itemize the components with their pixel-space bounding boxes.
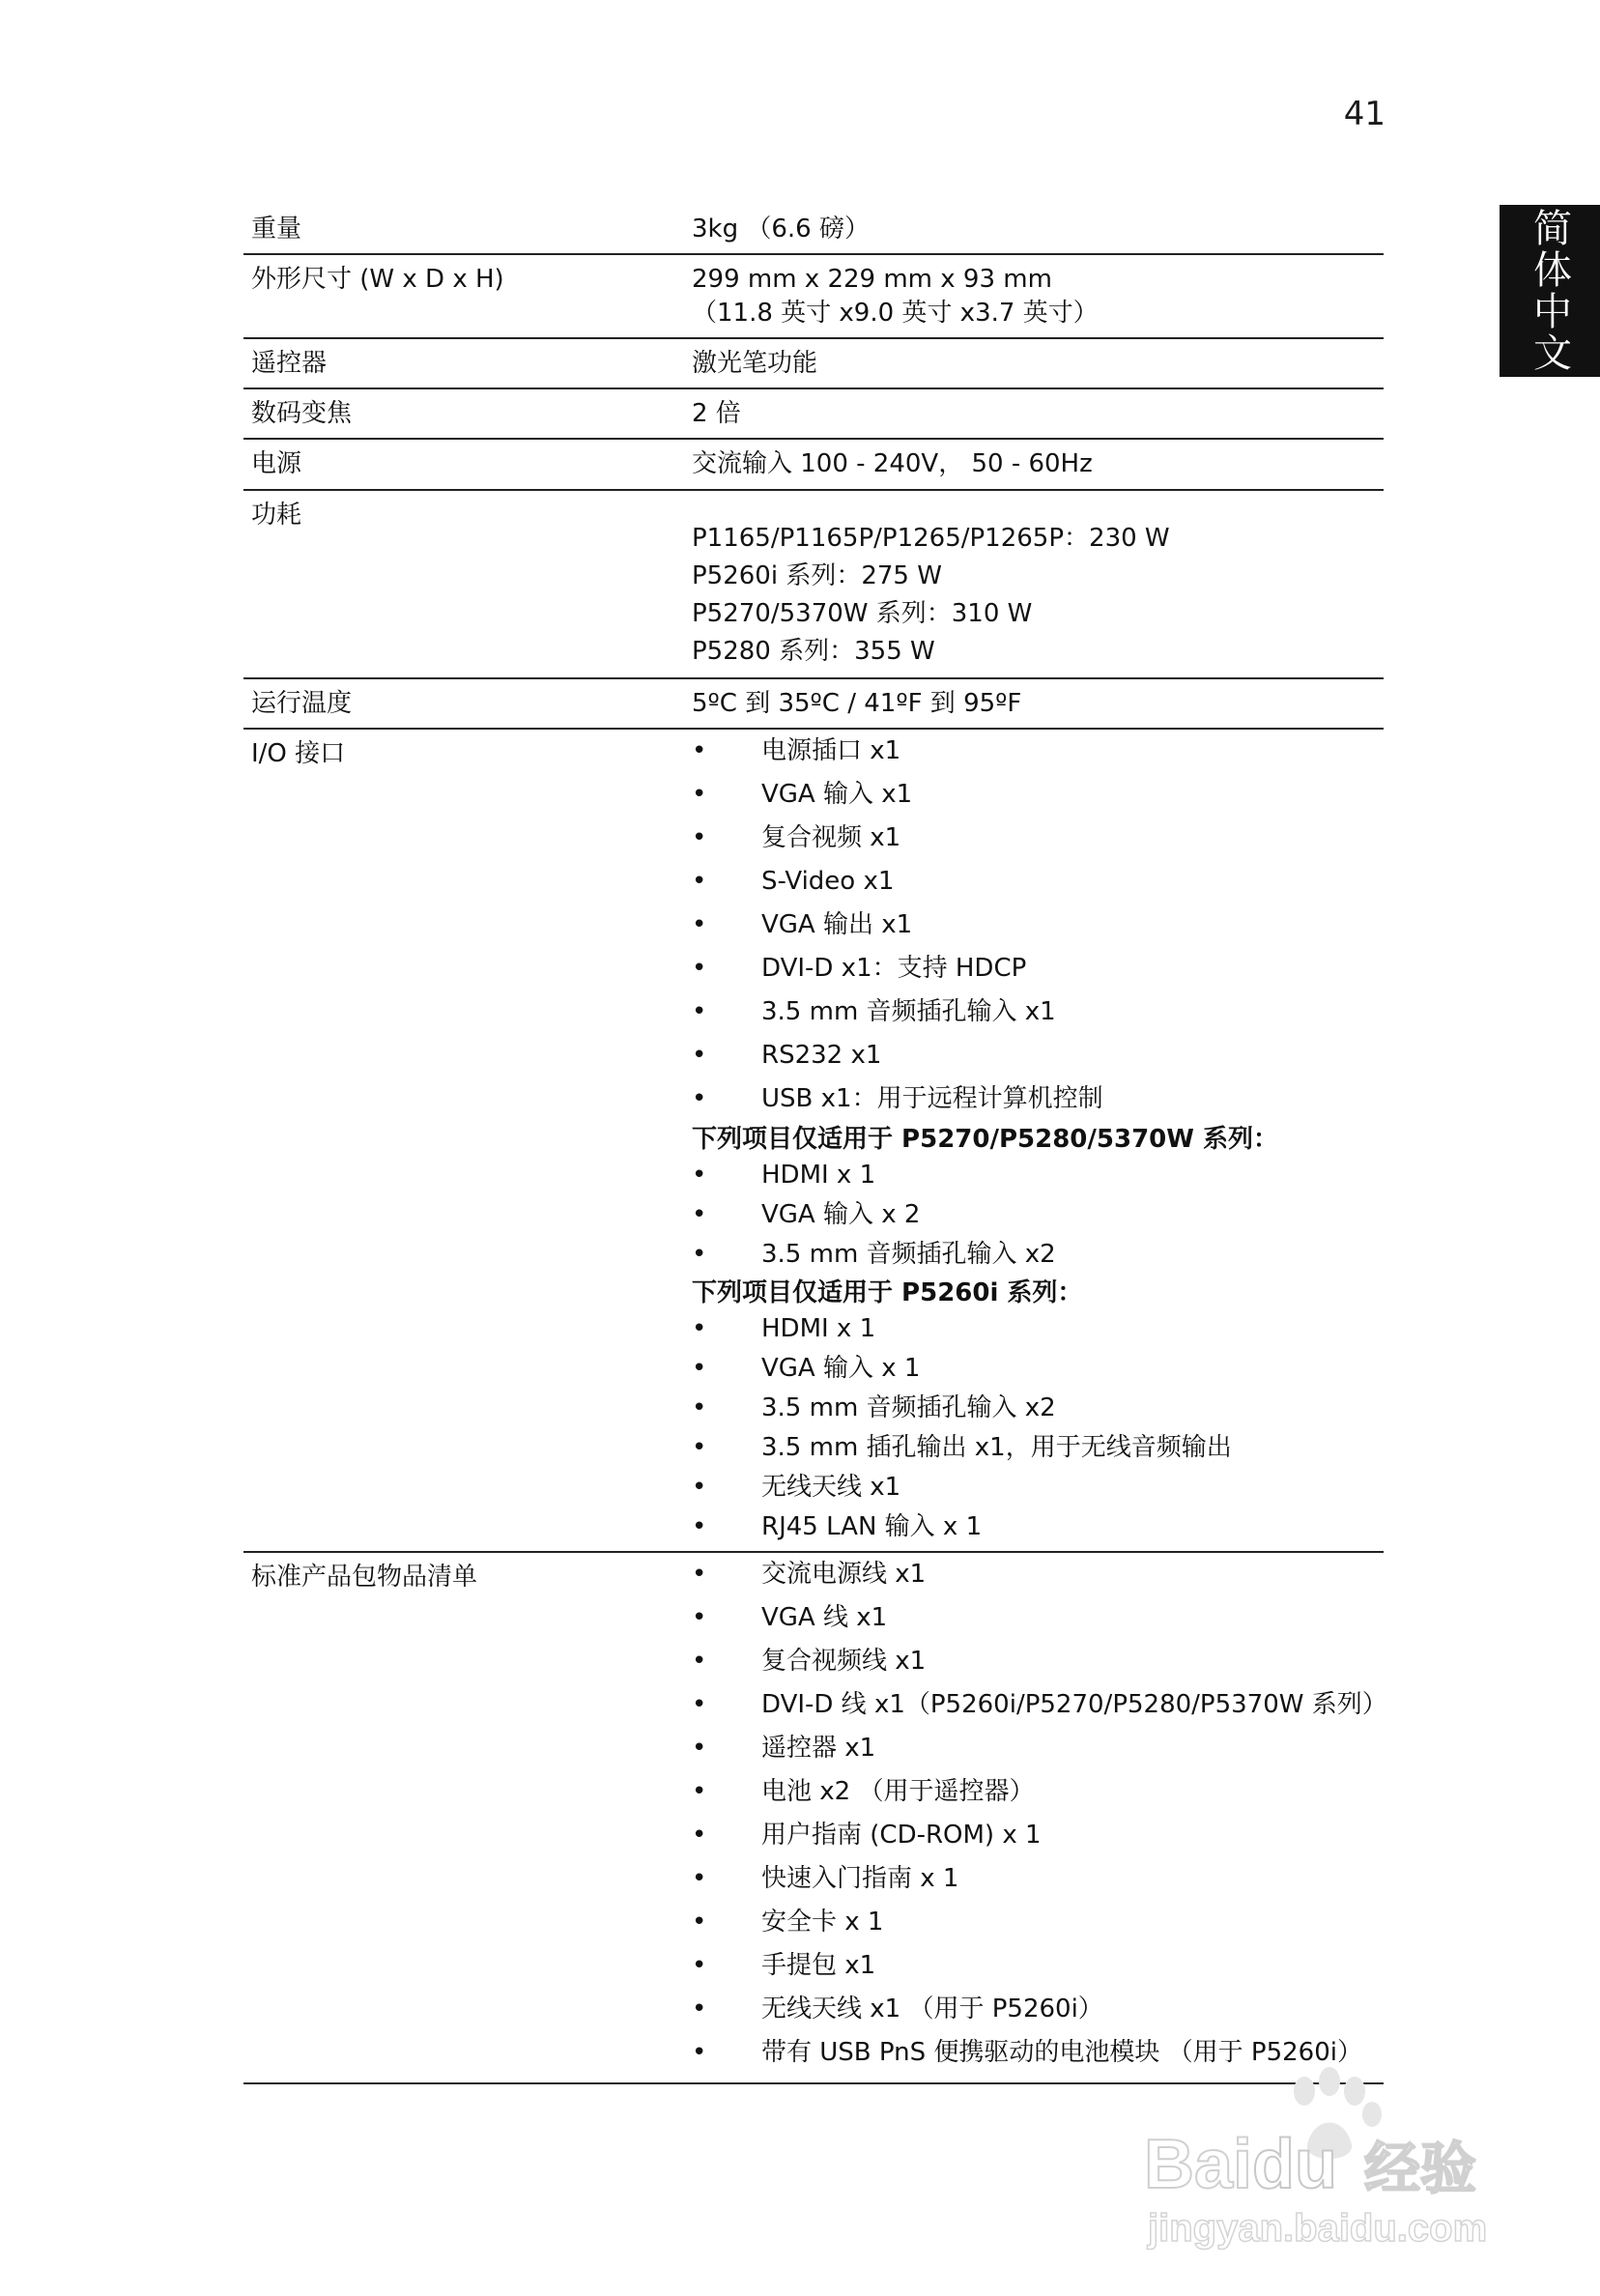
list-item xyxy=(692,1857,1384,1901)
bullet-icon: • xyxy=(692,1353,707,1383)
list-item-text: 遥控器 x1 xyxy=(761,1733,876,1763)
list-item-text: 电源插口 x1 xyxy=(761,735,901,765)
spec-table xyxy=(243,205,1387,2084)
bullet-icon: • xyxy=(692,1511,707,1541)
spec-value xyxy=(686,499,1384,671)
spec-value-line: （11.8 英寸 x9.0 英寸 x3.7 英寸） xyxy=(692,299,1099,329)
bullet-icon: • xyxy=(692,909,707,939)
io-group-heading: 下列项目仅适用于 P5270/P5280/5370W 系列： xyxy=(692,1124,1278,1154)
list-item-text: 安全卡 x 1 xyxy=(761,1907,884,1937)
language-tab xyxy=(1500,205,1600,377)
list-item xyxy=(692,1944,1384,1988)
bullet-icon: • xyxy=(692,1040,707,1070)
bullet-icon: • xyxy=(692,2037,707,2067)
spec-label: 数码变焦 xyxy=(251,399,353,429)
bullet-icon: • xyxy=(692,1239,707,1269)
list-item xyxy=(692,990,1384,1034)
spec-row-digital-zoom xyxy=(243,389,1384,440)
list-item xyxy=(692,1468,1384,1507)
bullet-icon: • xyxy=(692,1907,707,1937)
bullet-icon: • xyxy=(692,1689,707,1719)
language-tab-label: 简体中文 xyxy=(1527,208,1572,374)
list-item-text: HDMI x 1 xyxy=(761,1313,876,1343)
spec-row-package xyxy=(243,1553,1387,2084)
list-item xyxy=(692,1596,1384,1640)
list-item xyxy=(692,1235,1384,1275)
list-item xyxy=(692,860,1384,904)
list-item-text: 3.5 mm 音频插孔输入 x2 xyxy=(761,1392,1056,1422)
bullet-icon: • xyxy=(692,779,707,809)
list-item-text: USB x1：用于远程计算机控制 xyxy=(761,1083,1103,1113)
list-item xyxy=(692,1156,1384,1195)
list-item xyxy=(692,1077,1384,1121)
list-item-text: VGA 线 x1 xyxy=(761,1602,888,1632)
list-item xyxy=(692,1988,1384,2031)
list-item-text: VGA 输入 x1 xyxy=(761,779,913,809)
list-item xyxy=(692,1507,1384,1547)
spec-row-operating-temp xyxy=(243,679,1384,730)
list-item xyxy=(692,817,1384,860)
spec-row-power-consumption xyxy=(243,491,1384,679)
watermark-brand: Bai xyxy=(1144,2126,1253,2203)
spec-value-line: P5270/5370W 系列：310 W xyxy=(692,598,1033,628)
bullet-icon: • xyxy=(692,1950,707,1980)
spec-row-io xyxy=(243,730,1384,1553)
spec-label: I/O 接口 xyxy=(251,738,346,768)
list-item-text: DVI-D x1：支持 HDCP xyxy=(761,953,1027,983)
spec-label: 功耗 xyxy=(251,500,302,530)
bullet-icon: • xyxy=(692,1160,707,1190)
spec-row-dimensions xyxy=(243,255,1384,339)
list-item xyxy=(692,904,1384,947)
spec-value: 2 倍 xyxy=(692,399,741,429)
bullet-icon: • xyxy=(692,735,707,765)
list-item xyxy=(692,1770,1384,1814)
spec-value-line: P1165/P1165P/P1265/P1265P：230 W xyxy=(692,523,1170,553)
spec-label: 电源 xyxy=(251,449,302,479)
list-item xyxy=(692,1195,1384,1235)
bullet-icon: • xyxy=(692,953,707,983)
list-item xyxy=(692,1814,1384,1857)
list-item-text: 交流电源线 x1 xyxy=(761,1559,927,1589)
spec-value xyxy=(686,730,1384,1547)
bullet-icon: • xyxy=(692,866,707,896)
bullet-icon: • xyxy=(692,1602,707,1632)
list-item xyxy=(692,1034,1384,1077)
bullet-icon: • xyxy=(692,1199,707,1229)
bullet-icon: • xyxy=(692,996,707,1026)
list-item-text: DVI-D 线 x1（P5260i/P5270/P5280/P5370W 系列） xyxy=(761,1689,1387,1719)
spec-label: 标准产品包物品清单 xyxy=(251,1562,478,1592)
list-item-text: 无线天线 x1 xyxy=(761,1472,901,1502)
list-item xyxy=(692,1428,1384,1468)
list-item-text: VGA 输入 x 1 xyxy=(761,1353,921,1383)
spec-label: 运行温度 xyxy=(251,688,353,718)
list-item-text: 复合视频 x1 xyxy=(761,822,901,852)
bullet-icon: • xyxy=(692,1083,707,1113)
spec-value: 3kg （6.6 磅） xyxy=(692,215,870,244)
io-group-heading: 下列项目仅适用于 P5260i 系列： xyxy=(692,1277,1083,1307)
watermark-cn: 经验 xyxy=(1364,2136,1477,2201)
watermark-brand-du: du xyxy=(1252,2126,1338,2203)
list-item xyxy=(692,1389,1384,1428)
baidu-watermark xyxy=(1136,2052,1503,2255)
list-item-text: 电池 x2 （用于遥控器） xyxy=(761,1776,1035,1806)
spec-value: 激光笔功能 xyxy=(692,349,818,379)
io-group1-list xyxy=(692,1156,1384,1275)
list-item-text: 3.5 mm 音频插孔输入 x2 xyxy=(761,1239,1056,1269)
spec-value xyxy=(686,263,1384,330)
bullet-icon: • xyxy=(692,1432,707,1462)
list-item-text: 复合视频线 x1 xyxy=(761,1646,927,1676)
bullet-icon: • xyxy=(692,1994,707,2023)
list-item-text: 用户指南 (CD-ROM) x 1 xyxy=(761,1820,1042,1850)
bullet-icon: • xyxy=(692,1776,707,1806)
bullet-icon: • xyxy=(692,1820,707,1850)
bullet-icon: • xyxy=(692,1733,707,1763)
spec-value: 交流输入 100 - 240V， 50 - 60Hz xyxy=(692,449,1093,479)
list-item-text: 快速入门指南 x 1 xyxy=(761,1863,959,1893)
list-item-text: 3.5 mm 音频插孔输入 x1 xyxy=(761,996,1056,1026)
page-number: 41 xyxy=(1343,95,1386,133)
bullet-icon: • xyxy=(692,1559,707,1589)
list-item-text: HDMI x 1 xyxy=(761,1160,876,1190)
list-item xyxy=(692,1553,1384,1596)
spec-value-line: P5280 系列：355 W xyxy=(692,636,935,666)
list-item xyxy=(692,1309,1384,1349)
io-group2-list xyxy=(692,1309,1384,1547)
watermark-url: jingyan.baidu.com xyxy=(1148,2207,1488,2250)
spec-value-line: 299 mm x 229 mm x 93 mm xyxy=(692,265,1052,295)
list-item xyxy=(692,1727,1384,1770)
svg-text:Baidu xyxy=(1144,2126,1337,2203)
list-item-text: 3.5 mm 插孔输出 x1，用于无线音频输出 xyxy=(761,1432,1232,1462)
list-item-text: 手提包 x1 xyxy=(761,1950,876,1980)
list-item-text: 带有 USB PnS 便携驱动的电池模块 （用于 P5260i） xyxy=(761,2037,1362,2067)
spec-value xyxy=(686,1553,1387,2075)
bullet-icon: • xyxy=(692,1863,707,1893)
list-item xyxy=(692,730,1384,773)
list-item xyxy=(692,1901,1384,1944)
list-item-text: 无线天线 x1 （用于 P5260i） xyxy=(761,1994,1103,2023)
spec-row-remote xyxy=(243,339,1384,389)
spec-value: 5ºC 到 35ºC / 41ºF 到 95ºF xyxy=(692,688,1022,718)
list-item xyxy=(692,1349,1384,1389)
spec-label: 外形尺寸 (W x D x H) xyxy=(251,265,504,295)
list-item-text: VGA 输出 x1 xyxy=(761,909,913,939)
list-item-text: VGA 输入 x 2 xyxy=(761,1199,921,1229)
list-item-text: S-Video x1 xyxy=(761,866,895,896)
list-item xyxy=(692,1640,1384,1683)
list-item-text: RS232 x1 xyxy=(761,1040,882,1070)
bullet-icon: • xyxy=(692,1392,707,1422)
spec-label: 重量 xyxy=(251,215,302,244)
list-item xyxy=(692,947,1384,990)
bullet-icon: • xyxy=(692,822,707,852)
io-list xyxy=(692,730,1384,1121)
package-list xyxy=(692,1553,1387,2075)
spec-label: 遥控器 xyxy=(251,349,328,379)
spec-row-power-supply xyxy=(243,440,1384,490)
spec-value-line: P5260i 系列：275 W xyxy=(692,560,942,590)
bullet-icon: • xyxy=(692,1646,707,1676)
bullet-icon: • xyxy=(692,1313,707,1343)
spec-row-weight xyxy=(243,205,1384,255)
list-item xyxy=(692,773,1384,817)
bullet-icon: • xyxy=(692,1472,707,1502)
list-item xyxy=(692,1683,1387,1727)
list-item-text: RJ45 LAN 输入 x 1 xyxy=(761,1511,983,1541)
